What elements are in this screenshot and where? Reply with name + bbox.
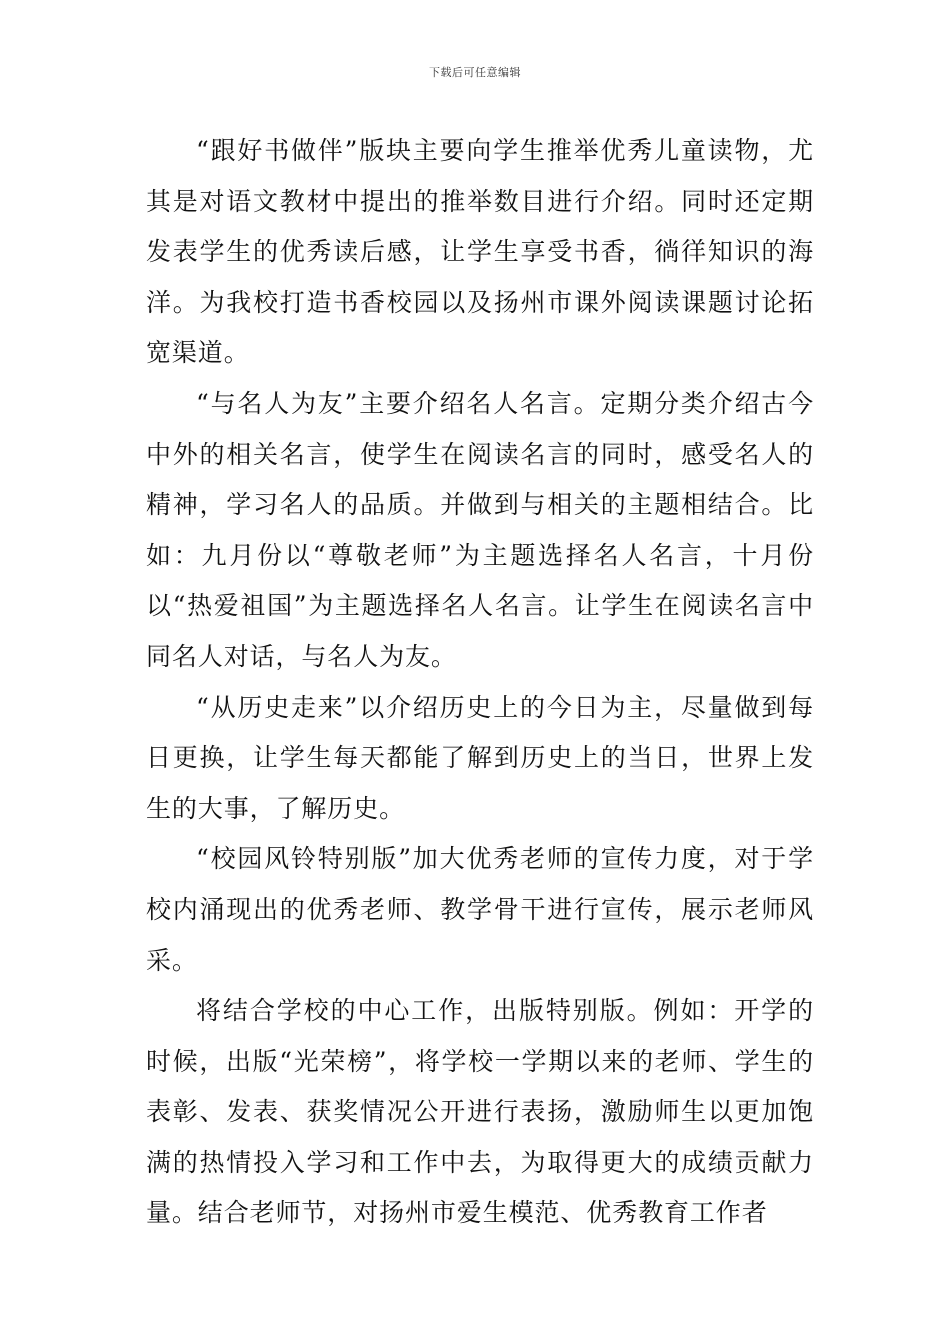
paragraph-campus-special: “校园风铃特别版”加大优秀老师的宣传力度，对于学校内涌现出的优秀老师、教学骨干进行宣传，展示老师风采。 [146, 844, 814, 975]
paragraph-famous-people: “与名人为友”主要介绍名人名言。定期分类介绍古今中外的相关名言，使学生在阅读名言的同时，感受名人的精神，学习名人的品质。并做到与相关的主题相结合。比如：九月份以“尊敬老师”为主题选择名人名言，十月份以“热爱祖国”为主题选择名人名言。让学生在阅读名言中同名人对话，与名人为友。 [146, 388, 814, 671]
page-header-note: 下载后可任意编辑 [429, 66, 521, 79]
paragraph-special-edition: 将结合学校的中心工作，出版特别版。例如：开学的时候，出版“光荣榜”，将学校一学期以来的老师、学生的表彰、发表、获奖情况公开进行表扬，激励师生以更加饱满的热情投入学习和工作中去，为取得更大的成绩贡献力量。结合老师节，对扬州市爱生模范、优秀教育工作者 [146, 996, 814, 1228]
paragraph-good-books: “跟好书做伴”版块主要向学生推举优秀儿童读物，尤其是对语文教材中提出的推举数目进行介绍。同时还定期发表学生的优秀读后感，让学生享受书香，徜徉知识的海洋。为我校打造书香校园以及扬州市课外阅读课题讨论拓宽渠道。 [146, 136, 814, 368]
paragraph-history: “从历史走来”以介绍历史上的今日为主，尽量做到每日更换，让学生每天都能了解到历史上的当日，世界上发生的大事，了解历史。 [146, 692, 814, 823]
document-body [146, 126, 814, 1239]
